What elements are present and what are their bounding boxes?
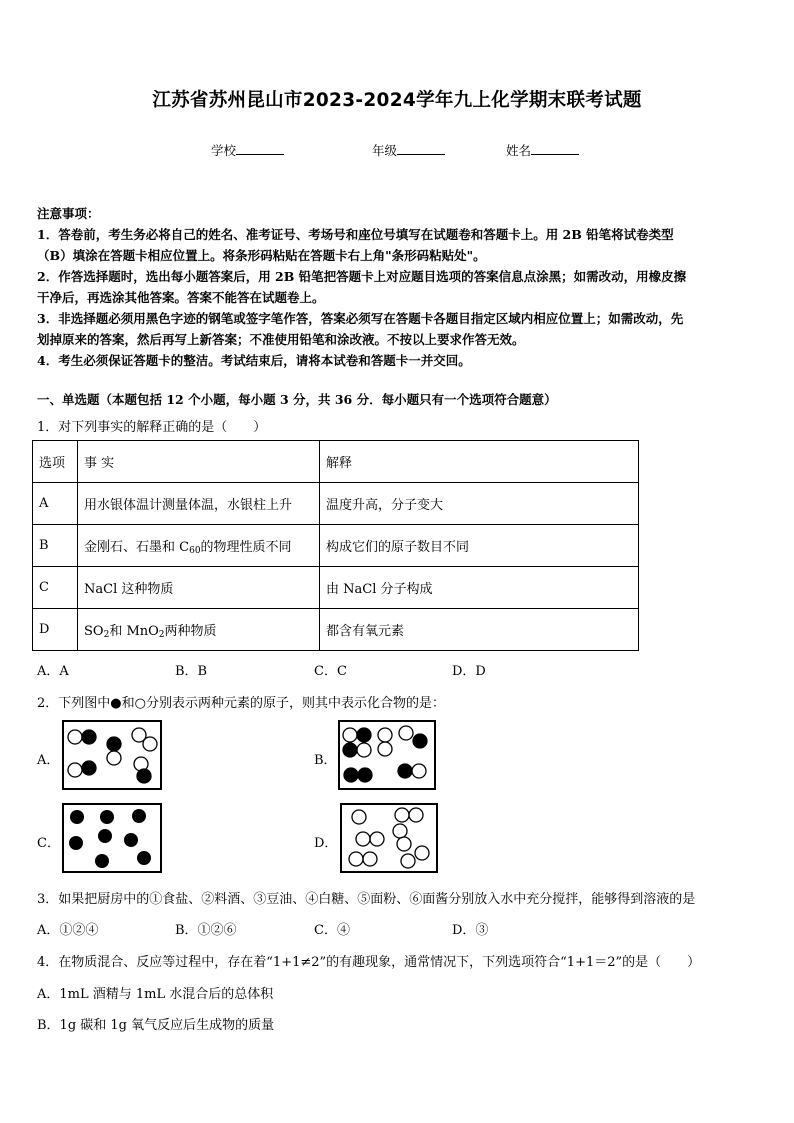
- table-row: [33, 609, 639, 651]
- subscript: 2: [103, 630, 110, 640]
- section-heading: 一、单选题（本题包括 12 个小题，每小题 3 分，共 36 分．每小题只有一个选项符合题意）: [37, 392, 557, 407]
- notes-line: 1．答卷前，考生务必将自己的姓名、准考证号、考场号和座位号填写在试题卷和答题卡上。用 2B 铅笔将试卷类型: [37, 227, 674, 242]
- q2-label-c[interactable]: C．: [37, 836, 60, 851]
- q2-diagram-a[interactable]: [62, 720, 162, 790]
- q2-label-a[interactable]: A．: [37, 753, 60, 768]
- q1-stem: 1．对下列事实的解释正确的是（ ）: [37, 420, 267, 435]
- name-blank[interactable]: [531, 142, 579, 155]
- notes-heading: 注意事项：: [37, 206, 100, 221]
- q1-option-a[interactable]: A．A: [37, 664, 69, 679]
- notes-line: 2．作答选择题时，选出每小题答案后，用 2B 铅笔把答题卡上对应题目选项的答案信息点涂黑；如需改动，用橡皮擦: [37, 269, 687, 284]
- table-cell: 用水银体温计测量体温，水银柱上升: [78, 483, 320, 525]
- table-header: 选项: [33, 441, 78, 483]
- table-header: 事 实: [78, 441, 320, 483]
- name-field[interactable]: [506, 141, 579, 159]
- cell-text: 和 MnO: [109, 624, 159, 639]
- table-cell: [78, 525, 320, 567]
- q1-option-d[interactable]: D．D: [452, 664, 486, 679]
- table-cell: B: [33, 525, 78, 567]
- grade-label: 年级: [372, 143, 398, 158]
- school-blank[interactable]: [236, 142, 284, 155]
- q2-diagram-d[interactable]: [340, 803, 438, 873]
- table-row: [33, 525, 639, 567]
- q3-option-b[interactable]: B．①②⑥: [175, 923, 237, 938]
- cell-text: 的物理性质不同: [200, 540, 292, 555]
- subscript: 60: [189, 546, 201, 556]
- q1-table: [32, 440, 639, 651]
- table-header: 解释: [320, 441, 639, 483]
- cell-text: SO: [84, 624, 104, 639]
- q4-stem: 4．在物质混合、反应等过程中，存在着“1+1≠2”的有趣现象，通常情况下，下列选项符合“1+1＝2”的是（ ）: [37, 955, 701, 970]
- q1-option-c[interactable]: C．C: [314, 664, 347, 679]
- table-row: [33, 483, 639, 525]
- table-cell: C: [33, 567, 78, 609]
- q2-stem: 2．下列图中●和○分别表示两种元素的原子，则其中表示化合物的是：: [37, 696, 445, 711]
- q4-option-a[interactable]: A．1mL 酒精与 1mL 水混合后的总体积: [37, 987, 274, 1002]
- q2-label-b[interactable]: B．: [314, 753, 337, 768]
- grade-blank[interactable]: [397, 142, 445, 155]
- notes-line: 干净后，再选涂其他答案。答案不能答在试题卷上。: [37, 290, 325, 305]
- school-field[interactable]: [211, 141, 284, 159]
- grade-field[interactable]: [372, 141, 445, 159]
- table-row: [33, 567, 639, 609]
- notes-line: （B）填涂在答题卡相应位置上。将条形码粘贴在答题卡右上角"条形码粘贴处"。: [37, 248, 486, 263]
- q2-label-d[interactable]: D．: [314, 836, 338, 851]
- q3-stem: 3．如果把厨房中的①食盐、②料酒、③豆油、④白糖、⑤面粉、⑥面酱分别放入水中充分搅拌，能够得到溶液的是: [37, 892, 696, 907]
- notes-line: 划掉原来的答案，然后再写上新答案；不准使用铅笔和涂改液。不按以上要求作答无效。: [37, 332, 525, 347]
- q2-diagram-c[interactable]: [62, 803, 162, 873]
- table-cell: 温度升高，分子变大: [320, 483, 639, 525]
- q3-option-c[interactable]: C．④: [314, 923, 350, 938]
- cell-text: 两种物质: [164, 624, 217, 639]
- notes-line: 4．考生必须保证答题卡的整洁。考试结束后，请将本试卷和答题卡一并交回。: [37, 353, 471, 368]
- q3-option-d[interactable]: D．③: [452, 923, 489, 938]
- table-cell: A: [33, 483, 78, 525]
- page-title: 江苏省苏州昆山市2023-2024学年九上化学期末联考试题: [152, 90, 642, 111]
- school-label: 学校: [211, 143, 237, 158]
- table-cell: [78, 609, 320, 651]
- table-header-row: [33, 441, 639, 483]
- table-cell: 构成它们的原子数目不同: [320, 525, 639, 567]
- q1-option-b[interactable]: B．B: [175, 664, 208, 679]
- table-cell: 都含有氧元素: [320, 609, 639, 651]
- q3-option-a[interactable]: A．①②④: [37, 923, 99, 938]
- q4-option-b[interactable]: B．1g 碳和 1g 氧气反应后生成物的质量: [37, 1018, 275, 1033]
- subscript: 2: [158, 630, 165, 640]
- q2-diagram-b[interactable]: [338, 720, 436, 790]
- cell-text: 金刚石、石墨和 C: [84, 540, 190, 555]
- name-label: 姓名: [506, 143, 532, 158]
- table-cell: D: [33, 609, 78, 651]
- table-cell: 由 NaCl 分子构成: [320, 567, 639, 609]
- table-cell: NaCl 这种物质: [78, 567, 320, 609]
- notes-line: 3．非选择题必须用黑色字迹的钢笔或签字笔作答，答案必须写在答题卡各题目指定区域内相应位置上；如需改动，先: [37, 311, 684, 326]
